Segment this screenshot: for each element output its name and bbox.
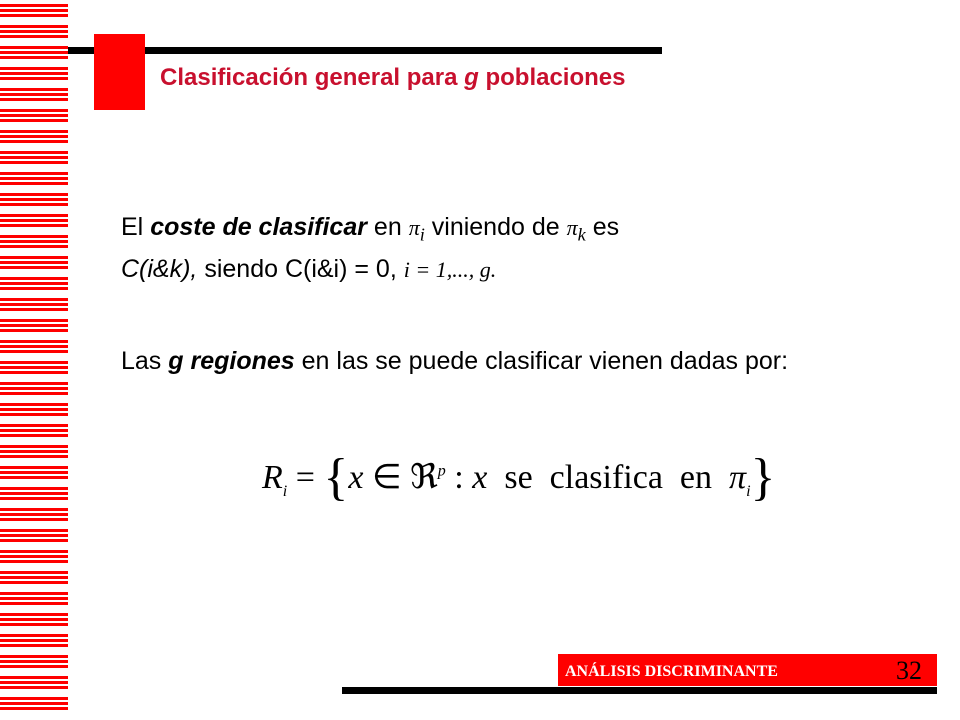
stripe bbox=[0, 77, 68, 80]
stripe bbox=[0, 665, 68, 668]
text-siendo: siendo C(i&i) = 0, bbox=[197, 255, 404, 284]
text-viniendo-de: viniendo de bbox=[424, 213, 567, 241]
text-en: en bbox=[366, 213, 409, 241]
stripe bbox=[0, 266, 68, 269]
stripe bbox=[0, 529, 68, 532]
stripe bbox=[0, 172, 68, 175]
stripe bbox=[0, 597, 68, 600]
stripe bbox=[0, 9, 68, 12]
stripe bbox=[0, 308, 68, 311]
stripe bbox=[0, 466, 68, 469]
region-formula bbox=[262, 448, 775, 507]
stripe bbox=[0, 14, 68, 17]
footer-rule bbox=[342, 687, 937, 694]
stripe bbox=[0, 555, 68, 558]
stripe bbox=[0, 534, 68, 537]
stripe bbox=[0, 371, 68, 374]
text-es: es bbox=[585, 213, 620, 241]
stripe bbox=[0, 571, 68, 574]
stripe bbox=[0, 623, 68, 626]
formula-colon: : bbox=[445, 459, 473, 496]
stripe bbox=[0, 114, 68, 117]
formula-open-brace: { bbox=[323, 449, 349, 506]
formula-pi: π bbox=[729, 459, 747, 496]
stripe bbox=[0, 361, 68, 364]
stripe bbox=[0, 686, 68, 689]
stripe bbox=[0, 639, 68, 642]
stripe bbox=[0, 282, 68, 285]
pi-subscript: k bbox=[577, 224, 586, 245]
stripe bbox=[0, 109, 68, 112]
stripe bbox=[0, 224, 68, 227]
stripe bbox=[0, 298, 68, 301]
stripe bbox=[0, 324, 68, 327]
title-rule bbox=[68, 47, 662, 54]
stripe bbox=[0, 88, 68, 91]
stripe bbox=[0, 235, 68, 238]
stripe bbox=[0, 46, 68, 49]
stripe bbox=[0, 214, 68, 217]
stripe bbox=[0, 660, 68, 663]
stripe bbox=[0, 319, 68, 322]
stripe bbox=[0, 287, 68, 290]
stripe bbox=[0, 219, 68, 222]
stripe bbox=[0, 56, 68, 59]
stripe bbox=[0, 408, 68, 411]
stripe bbox=[0, 613, 68, 616]
stripe bbox=[0, 581, 68, 584]
footer-label: ANÁLISIS DISCRIMINANTE bbox=[565, 663, 778, 680]
formula-x: x bbox=[348, 459, 364, 496]
stripe bbox=[0, 240, 68, 243]
stripe bbox=[0, 392, 68, 395]
formula-real-space: ℜ bbox=[410, 459, 438, 496]
formula-element-of: ∈ bbox=[363, 459, 411, 496]
stripe bbox=[0, 644, 68, 647]
stripe bbox=[0, 702, 68, 705]
page-number: 32 bbox=[896, 656, 922, 685]
stripe bbox=[0, 140, 68, 143]
stripe bbox=[0, 98, 68, 101]
stripe bbox=[0, 403, 68, 406]
stripe bbox=[0, 550, 68, 553]
stripe bbox=[0, 156, 68, 159]
stripe bbox=[0, 366, 68, 369]
formula-pi-subscript: i bbox=[746, 482, 751, 500]
stripe bbox=[0, 135, 68, 138]
stripe bbox=[0, 72, 68, 75]
stripe bbox=[0, 429, 68, 432]
index-range: i = 1,..., g. bbox=[403, 257, 497, 283]
stripe bbox=[0, 387, 68, 390]
text-coste-de-clasificar: coste de clasificar bbox=[150, 213, 367, 241]
stripe bbox=[0, 618, 68, 621]
stripe bbox=[0, 245, 68, 248]
title-text-g: g bbox=[464, 64, 479, 91]
stripe bbox=[0, 329, 68, 332]
stripe bbox=[0, 450, 68, 453]
title-text-pre: Clasificación general para bbox=[160, 64, 465, 91]
text-regions-rest: en las se puede clasificar vienen dadas por: bbox=[294, 347, 789, 375]
stripe bbox=[0, 261, 68, 264]
stripe bbox=[0, 487, 68, 490]
stripe bbox=[0, 256, 68, 259]
stripe bbox=[0, 93, 68, 96]
stripe bbox=[0, 676, 68, 679]
stripe bbox=[0, 539, 68, 542]
stripe bbox=[0, 382, 68, 385]
formula-words: se clasifica en bbox=[487, 459, 730, 496]
text-g-regiones: g regiones bbox=[168, 347, 295, 375]
stripe bbox=[0, 277, 68, 280]
stripe bbox=[0, 193, 68, 196]
decorative-stripe-border bbox=[0, 0, 68, 720]
stripe bbox=[0, 434, 68, 437]
stripe bbox=[0, 303, 68, 306]
stripe bbox=[0, 177, 68, 180]
stripe bbox=[0, 51, 68, 54]
formula-real-superscript: p bbox=[437, 462, 446, 480]
pi-subscript: i bbox=[419, 224, 425, 245]
slide-title bbox=[160, 64, 626, 92]
stripe bbox=[0, 455, 68, 458]
formula-x2: x bbox=[472, 459, 488, 496]
pi-k-symbol bbox=[566, 215, 586, 245]
stripe bbox=[0, 592, 68, 595]
stripe bbox=[0, 4, 68, 7]
stripe bbox=[0, 25, 68, 28]
stripe bbox=[0, 203, 68, 206]
formula-r: R bbox=[262, 459, 283, 496]
regions-paragraph bbox=[121, 344, 801, 379]
stripe bbox=[0, 130, 68, 133]
stripe bbox=[0, 655, 68, 658]
stripe bbox=[0, 119, 68, 122]
stripe bbox=[0, 67, 68, 70]
stripe bbox=[0, 445, 68, 448]
stripe bbox=[0, 161, 68, 164]
cost-paragraph bbox=[121, 210, 801, 287]
stripe bbox=[0, 151, 68, 154]
formula-r-subscript: i bbox=[282, 482, 288, 500]
stripe bbox=[0, 345, 68, 348]
formula-equals: = bbox=[287, 459, 324, 496]
text-las: Las bbox=[121, 347, 169, 375]
stripe bbox=[0, 492, 68, 495]
stripe bbox=[0, 30, 68, 33]
formula-close-brace: } bbox=[750, 449, 776, 506]
stripe bbox=[0, 198, 68, 201]
title-text-post: poblaciones bbox=[478, 64, 626, 91]
stripe bbox=[0, 471, 68, 474]
stripe bbox=[0, 697, 68, 700]
stripe bbox=[0, 476, 68, 479]
pi-symbol: π bbox=[566, 215, 578, 240]
stripe bbox=[0, 634, 68, 637]
pi-symbol: π bbox=[408, 215, 420, 240]
stripe bbox=[0, 602, 68, 605]
stripe bbox=[0, 518, 68, 521]
stripe bbox=[0, 35, 68, 38]
stripe bbox=[0, 707, 68, 710]
pi-i-symbol bbox=[408, 215, 425, 245]
stripe bbox=[0, 576, 68, 579]
stripe bbox=[0, 340, 68, 343]
stripe bbox=[0, 424, 68, 427]
stripe bbox=[0, 681, 68, 684]
title-accent-block bbox=[94, 34, 145, 110]
stripe bbox=[0, 497, 68, 500]
stripe bbox=[0, 182, 68, 185]
stripe bbox=[0, 508, 68, 511]
stripe bbox=[0, 513, 68, 516]
stripe bbox=[0, 350, 68, 353]
text-el: El bbox=[121, 213, 151, 241]
text-cost-notation: C(i&k), bbox=[121, 255, 198, 284]
stripe bbox=[0, 413, 68, 416]
stripe bbox=[0, 560, 68, 563]
